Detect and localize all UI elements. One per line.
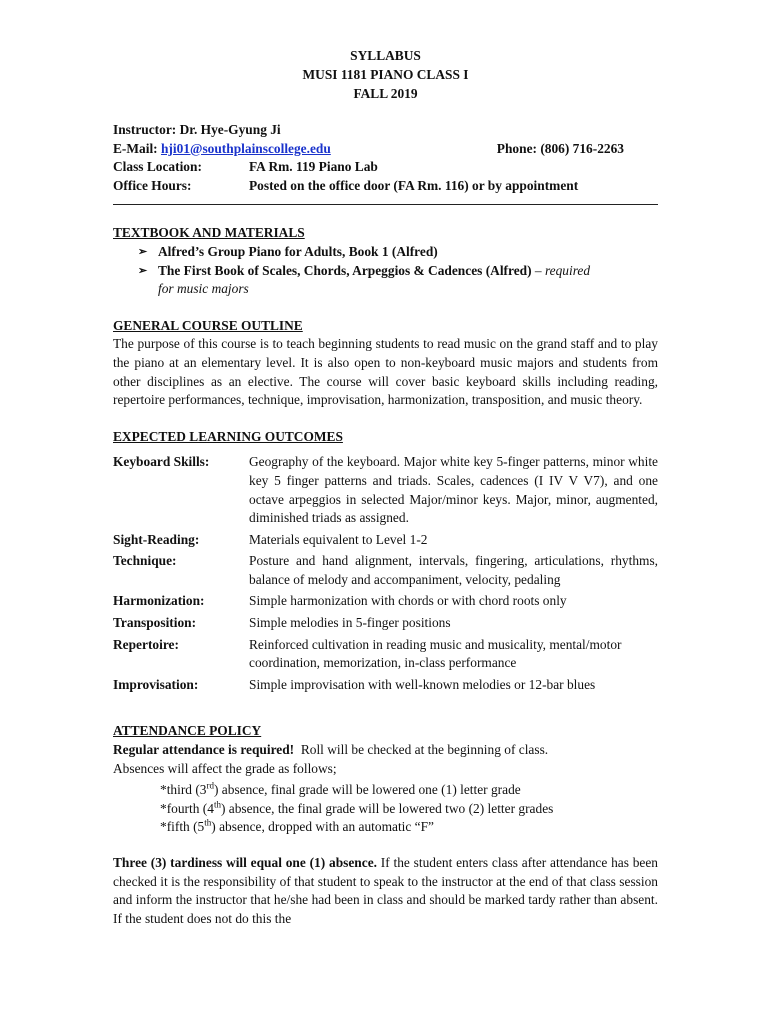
outcome-row [113, 592, 658, 611]
outline-heading: GENERAL COURSE OUTLINE [113, 317, 303, 333]
absence-rule: *third (3rd) absence, final grade will be lowered one (1) letter grade [160, 780, 521, 798]
outcomes-heading: EXPECTED LEARNING OUTCOMES [113, 428, 343, 444]
outcome-label: Harmonization: [113, 593, 205, 609]
instructor-row [113, 121, 658, 140]
tardiness-detail: If the student enters class after attendance has been checked it is the responsibility of that student to speak to the instructor at the end of that class session and inform the instructor that he/she had been in class and should be marked tardy rather than absent. If the student does not do this the [113, 855, 658, 926]
document-header [113, 46, 658, 103]
tardiness-paragraph [113, 854, 658, 928]
list-item [138, 262, 658, 299]
absence-rule: *fourth (4th) absence, the final grade will be lowered two (2) letter grades [160, 799, 554, 816]
outcome-row [113, 552, 658, 589]
instructor-label: Instructor: [113, 122, 177, 137]
attendance-required: Regular attendance is required! [113, 742, 295, 758]
syllabus-page [113, 46, 658, 928]
arrow-bullet-icon: ➢ [138, 245, 148, 258]
outcome-text: Simple melodies in 5-finger positions [249, 615, 451, 631]
outcome-text: Reinforced cultivation in reading music and musicality, mental/motor coordination, memorization, in-class performance [249, 636, 622, 671]
outcome-label: Transposition: [113, 615, 197, 631]
outcome-label: Sight-Reading: [113, 531, 200, 547]
term: FALL 2019 [353, 86, 418, 101]
attendance-intro [113, 741, 658, 778]
outcome-label: Keyboard Skills: [113, 454, 210, 470]
office-hours-value: Posted on the office door (FA Rm. 116) or by appointment [249, 177, 579, 193]
outcome-row [113, 676, 658, 695]
arrow-bullet-icon: ➢ [138, 264, 148, 277]
syllabus-title: SYLLABUS [350, 48, 421, 63]
email-link[interactable]: hji01@southplainscollege.edu [160, 140, 331, 156]
outcome-text: Geography of the keyboard. Major white key 5-finger patterns, minor white key 5 finger patterns and triads. Scales, cadences (I IV V V7), and one octave arpeggios in selected Major/minor keys. Major, minor, augmented, diminished triads as assigned. [249, 454, 658, 526]
header-divider [113, 204, 658, 205]
instructor-name: Dr. Hye-Gyung Ji [179, 122, 281, 137]
outcome-row [113, 636, 658, 673]
location-label: Class Location: [113, 159, 202, 175]
textbook-heading: TEXTBOOK AND MATERIALS [113, 225, 305, 241]
outcome-text: Materials equivalent to Level 1-2 [249, 531, 428, 547]
outcome-text: Simple improvisation with well-known melodies or 12-bar blues [249, 676, 596, 692]
outcome-label: Technique: [113, 553, 177, 569]
textbook-item-2-note-cont: for music majors [158, 281, 249, 297]
email-row [113, 140, 658, 159]
list-item [138, 243, 658, 262]
outcome-text: Posture and hand alignment, intervals, fingering, articulations, rhythms, balance of melody and accompaniment, velocity, pedaling [249, 553, 658, 587]
textbook-item-1: Alfred’s Group Piano for Adults, Book 1 (Alfred) [158, 243, 438, 259]
location-value: FA Rm. 119 Piano Lab [249, 159, 378, 175]
outcome-label: Improvisation: [113, 676, 199, 692]
email-label: E-Mail: [113, 140, 158, 156]
outcome-text: Simple harmonization with chords or with chord roots only [249, 593, 567, 609]
attendance-roll-note: Roll will be checked at the beginning of class. [294, 742, 549, 758]
course-title: MUSI 1181 PIANO CLASS I [302, 67, 469, 82]
outcome-label: Repertoire: [113, 636, 179, 652]
location-row [113, 158, 658, 177]
phone-number: Phone: (806) 716-2263 [496, 140, 624, 156]
textbook-list [113, 243, 658, 299]
office-hours-label: Office Hours: [113, 177, 192, 193]
office-hours-row [113, 177, 658, 196]
tardiness-rule: Three (3) tardiness will equal one (1) absence. [113, 855, 377, 870]
absence-rules [113, 781, 658, 837]
textbook-item-2: The First Book of Scales, Chords, Arpeggios & Cadences (Alfred) [158, 262, 532, 278]
absence-rule: *fifth (5th) absence, dropped with an automatic “F” [160, 817, 435, 835]
textbook-item-2-note: – required [531, 262, 591, 278]
outcome-row [113, 531, 658, 550]
outcome-row [113, 614, 658, 633]
outcome-row [113, 453, 658, 527]
attendance-heading: ATTENDANCE POLICY [113, 723, 262, 739]
attendance-absences-note: Absences will affect the grade as follows; [113, 760, 337, 776]
outline-body: The purpose of this course is to teach beginning students to read music on the grand staff and to play the piano at an elementary level. It is also open to non-keyboard music majors and students from other disciplines as an elective. The course will cover basic keyboard skills including reading, repertoire performances, technique, improvisation, harmonization, transposition, and music theory. [113, 336, 658, 408]
